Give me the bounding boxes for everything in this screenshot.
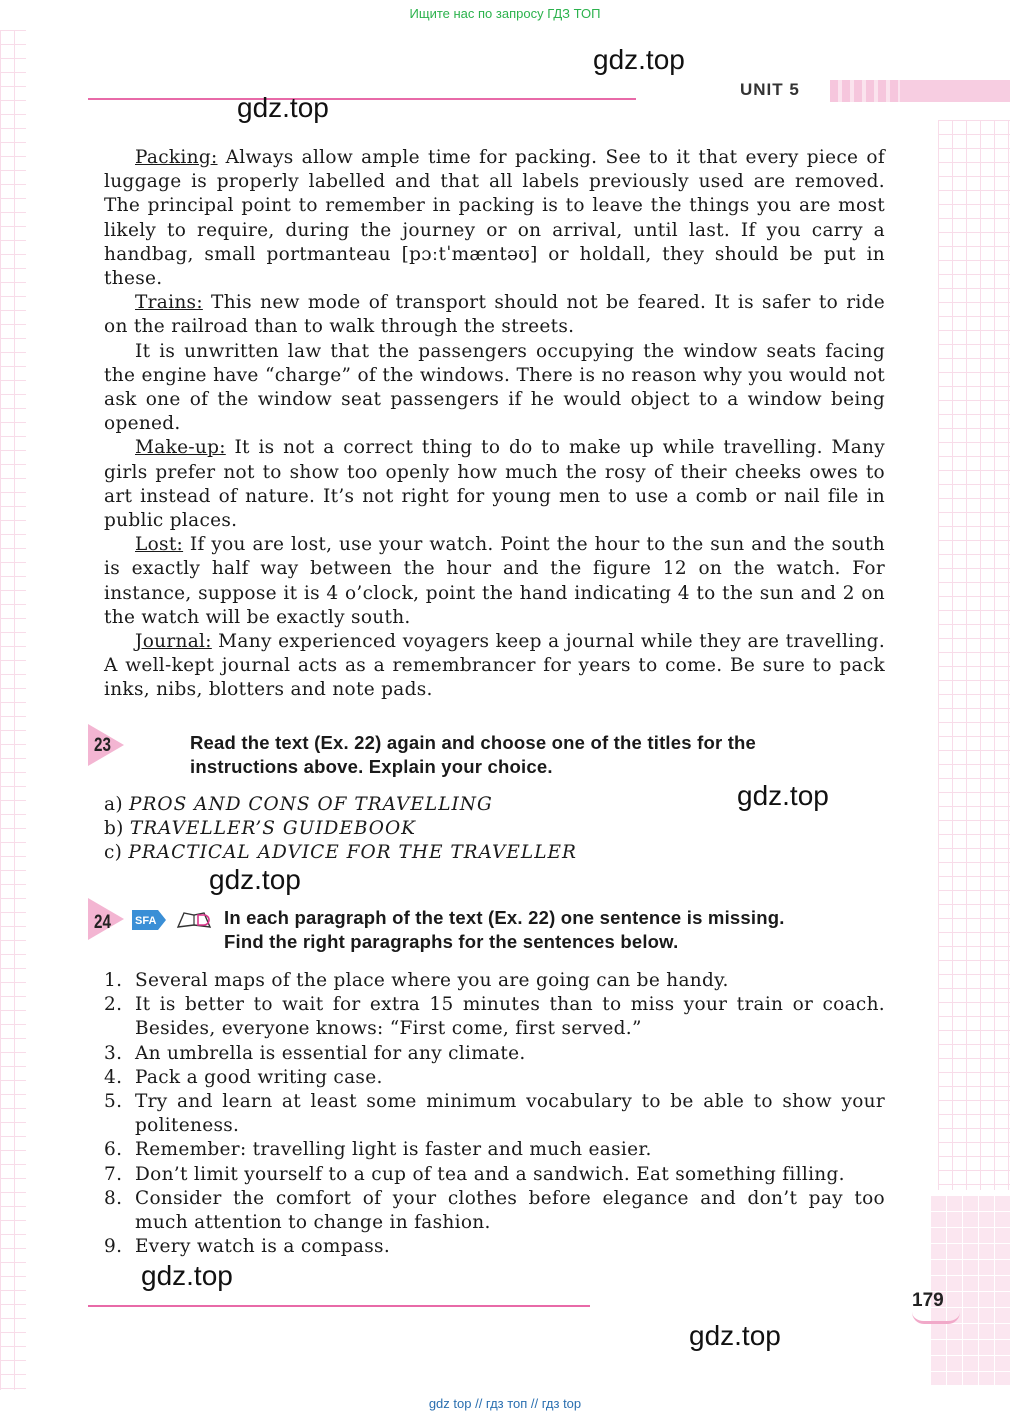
- sfa-label: SFA: [135, 915, 157, 927]
- watermark: gdz.top: [141, 1260, 233, 1291]
- paragraph-text: If you are lost, use your watch. Point the hour to the sun and the south is exactly half way between the hour and the figure 12 on the watch. For instance, suppose it is 4 o’clock, point the hand indicating 4 to the sun and 2 on the watch will be exactly south.: [104, 534, 885, 628]
- sentence-text: Don’t limit yourself to a cup of tea and a sandwich. Eat something filling.: [135, 1163, 845, 1185]
- sentence-number: 6.: [104, 1139, 123, 1161]
- watermark: gdz.top: [737, 780, 829, 811]
- paragraph-label: Lost:: [135, 534, 184, 556]
- paragraph-label: Journal:: [135, 631, 212, 653]
- sfa-arrow-icon: [132, 908, 168, 932]
- paragraph-label: Make-up:: [135, 437, 226, 459]
- sentence-text: Try and learn at least some minimum vocabulary to be able to show your politeness.: [135, 1091, 885, 1137]
- page-number: 179: [912, 1290, 944, 1311]
- sentence-text: Consider the comfort of your clothes before elegance and don’t pay too much attention to change in fashion.: [135, 1187, 885, 1234]
- open-book-icon: [176, 909, 212, 931]
- sentence-number: 4.: [104, 1066, 123, 1088]
- watermark: gdz.top: [593, 44, 685, 75]
- exercise-23-badge: [88, 724, 128, 766]
- bottom-divider: [88, 1305, 590, 1307]
- sentence-text: Remember: travelling light is faster and much easier.: [135, 1139, 652, 1161]
- paragraph-label: Packing:: [135, 147, 218, 168]
- option-letter: c): [104, 842, 123, 863]
- left-margin-pattern: [0, 30, 26, 1390]
- sentence-item: [104, 1163, 885, 1187]
- exercise-number: 24: [94, 912, 111, 933]
- sentence-number: 7.: [104, 1163, 123, 1185]
- unit-title: UNIT 5: [740, 80, 800, 99]
- paragraph-text: Many experienced voyagers keep a journal while they are travelling. A well-kept journal acts as a remembrancer for years to come. Be sure to pack inks, nibs, blotters and note pads.: [104, 631, 885, 701]
- paragraph-packing: [104, 146, 885, 291]
- paragraph-text: It is not a correct thing to do to make up while travelling. Many girls prefer not to show too openly how much the rosy of their cheeks owes to art instead of nature. It’s not right for young men to use a comb or nail file in public places.: [104, 437, 885, 532]
- sentence-item: [104, 1187, 885, 1235]
- exercise-23-instruction: [190, 731, 890, 779]
- paragraph-lost: [104, 533, 885, 630]
- exercise-number: 23: [94, 735, 111, 756]
- sentence-item: [104, 1138, 885, 1162]
- option-title: PRACTICAL ADVICE FOR THE TRAVELLER: [128, 842, 577, 863]
- paragraph-text: This new mode of transport should not be feared. It is safer to ride on the railroad than to walk through the streets.: [104, 292, 885, 338]
- paragraph-journal: [104, 630, 885, 703]
- instruction-line: In each paragraph of the text (Ex. 22) one sentence is missing.: [224, 907, 785, 928]
- paragraph-label: Trains:: [135, 292, 203, 314]
- exercise-24-instruction: [224, 906, 894, 954]
- sentence-text: Every watch is a compass.: [135, 1236, 391, 1258]
- instruction-line: Read the text (Ex. 22) again and choose one of the titles for the: [190, 732, 757, 753]
- paragraph-text: It is unwritten law that the passengers occupying the window seats facing the engine have “charge” of the windows. There is no reason why you would not ask one of the window seat passengers if he would object to a window being opened.: [104, 340, 885, 435]
- option-item: [104, 841, 577, 865]
- instruction-line: Find the right paragraphs for the sentences below.: [224, 931, 679, 952]
- exercise-24-badge: [88, 898, 128, 940]
- paragraph-make-up: [104, 436, 885, 533]
- sentence-item: [104, 1235, 885, 1259]
- sentence-number: 5.: [104, 1091, 123, 1113]
- exercise-24-sentences: [104, 969, 885, 1259]
- option-letter: a): [104, 794, 123, 815]
- watermark: gdz.top: [209, 864, 301, 895]
- sentence-number: 8.: [104, 1187, 123, 1209]
- page-number-swoosh: [912, 1312, 960, 1324]
- sentence-item: [104, 1066, 885, 1090]
- sentence-text: An umbrella is essential for any climate.: [135, 1042, 526, 1064]
- sentence-number: 1.: [104, 970, 123, 991]
- sentence-item: [104, 1090, 885, 1138]
- watermark: gdz.top: [689, 1320, 781, 1351]
- sentence-text: It is better to wait for extra 15 minutes than to miss your train or coach. Besides, everyone knows: “First come, first served.”: [135, 994, 885, 1040]
- sentence-item: [104, 993, 885, 1041]
- right-margin-pattern: [938, 120, 1010, 1190]
- sentence-text: Several maps of the place where you are going can be handy.: [135, 970, 729, 991]
- watermark: gdz.top: [237, 92, 329, 123]
- option-letter: b): [104, 818, 124, 839]
- paragraph-text: Always allow ample time for packing. See to it that every piece of luggage is properly labelled and that all labels previously used are removed. The principal point to remember in packing is to leave the things you are most likely to require, during the journey or on arrival, until last. If you carry a handbag, small portmanteau [pɔːtˈmæntəʊ] or holdall, they should be put in these.: [104, 147, 885, 290]
- option-title: TRAVELLER’S GUIDEBOOK: [129, 818, 416, 839]
- paragraph-trains: [104, 291, 885, 339]
- sentence-number: 9.: [104, 1236, 123, 1258]
- paragraph-windows: [104, 340, 885, 437]
- sentence-item: [104, 969, 885, 993]
- sentence-number: 3.: [104, 1042, 123, 1064]
- top-banner[interactable]: Ищите нас по запросу ГДЗ ТОП: [409, 6, 601, 21]
- footer-links[interactable]: gdz top // гдз топ // гдз top: [428, 1396, 582, 1411]
- sentence-item: [104, 1042, 885, 1066]
- instruction-line: instructions above. Explain your choice.: [190, 756, 553, 777]
- sentence-number: 2.: [104, 994, 123, 1016]
- exercise-22-text: [104, 146, 885, 703]
- option-title: PROS AND CONS OF TRAVELLING: [129, 794, 493, 815]
- top-divider: [88, 98, 636, 100]
- option-item: [104, 793, 577, 817]
- exercise-23-options: [104, 793, 577, 865]
- option-item: [104, 817, 577, 841]
- sentence-text: Pack a good writing case.: [135, 1066, 383, 1088]
- unit-header-bar-solid: [900, 80, 1010, 102]
